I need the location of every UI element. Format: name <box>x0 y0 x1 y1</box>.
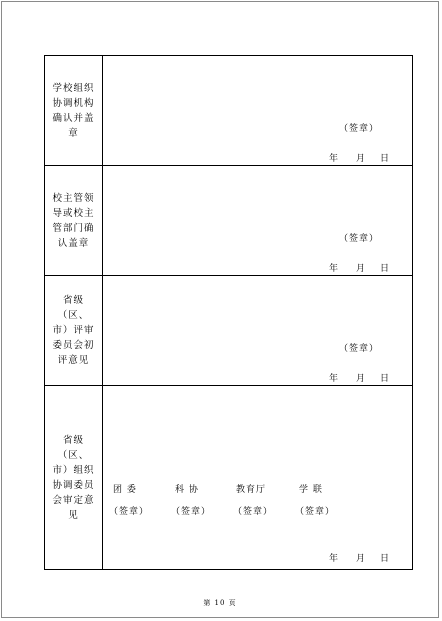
seal-placeholder: （签章） <box>295 507 336 517</box>
month-label: 月 <box>356 154 366 164</box>
day-label: 日 <box>380 374 390 384</box>
row-content-cell <box>103 386 412 569</box>
seal-placeholder: （签章） <box>171 507 212 517</box>
year-label: 年 <box>329 374 339 384</box>
day-label: 日 <box>380 264 390 274</box>
approval-form-table <box>44 55 413 570</box>
org-name-youth-league: 团 委 <box>113 485 137 495</box>
row-label: 学校组织协调机构确认并盖章 <box>52 82 95 139</box>
year-label: 年 <box>329 154 339 164</box>
row-content-cell <box>103 276 412 385</box>
seal-placeholder: （签章） <box>233 507 274 517</box>
page-number: 第 10 页 <box>203 599 237 607</box>
year-label: 年 <box>329 554 339 564</box>
row-label: 校主管领导或校主管部门确认盖章 <box>52 192 95 249</box>
table-row-school-leader <box>45 166 412 276</box>
month-label: 月 <box>356 554 366 564</box>
month-label: 月 <box>356 374 366 384</box>
document-page <box>1 1 439 618</box>
day-label: 日 <box>380 154 390 164</box>
row-label-cell <box>45 166 103 275</box>
org-name-science-association: 科 协 <box>175 485 199 495</box>
day-label: 日 <box>380 554 390 564</box>
table-row-provincial-preliminary <box>45 276 412 386</box>
table-row-provincial-approval <box>45 386 412 569</box>
month-label: 月 <box>356 264 366 274</box>
row-content-cell <box>103 56 412 165</box>
row-label-cell <box>45 276 103 385</box>
seal-placeholder: （签章） <box>339 124 380 134</box>
row-content-cell <box>103 166 412 275</box>
row-label: 省级（区、市）组织协调委员会审定意见 <box>52 434 95 521</box>
row-label-cell <box>45 386 103 569</box>
org-name-education-department: 教育厅 <box>236 485 267 495</box>
seal-placeholder: （签章） <box>339 234 380 244</box>
row-label: 省级（区、市）评审委员会初评意见 <box>52 295 95 366</box>
year-label: 年 <box>329 264 339 274</box>
org-name-student-union: 学 联 <box>299 485 323 495</box>
row-label-cell <box>45 56 103 165</box>
seal-placeholder: （签章） <box>109 507 150 517</box>
seal-placeholder: （签章） <box>339 344 380 354</box>
table-row-school-coordination <box>45 56 412 166</box>
